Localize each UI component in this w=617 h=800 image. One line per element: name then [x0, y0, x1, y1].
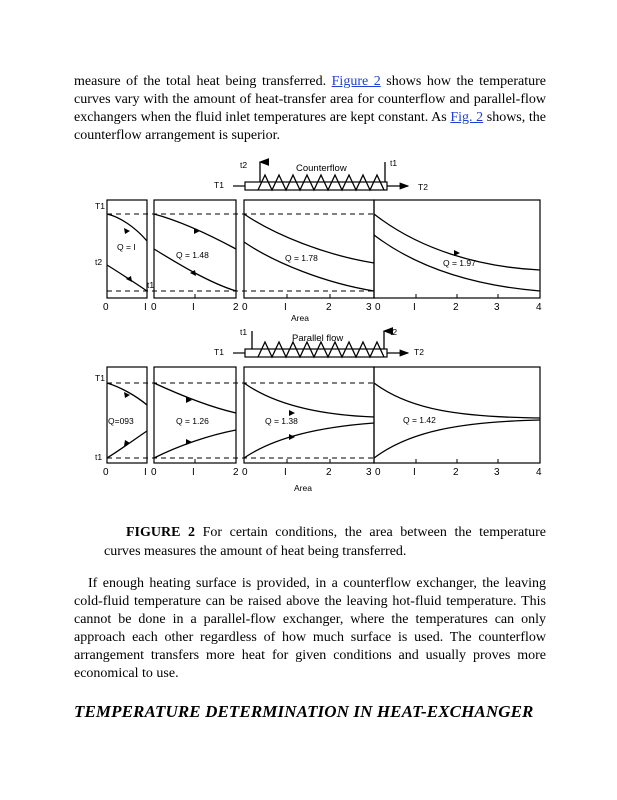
- counterflow-left-T1: T1: [95, 201, 105, 211]
- top-tick-11: 2: [453, 302, 459, 313]
- top-tick-5: 0: [242, 302, 248, 313]
- parallel-flow-chart: [95, 367, 542, 493]
- bottom-tick-11: 2: [453, 467, 459, 478]
- top-tick-1: I: [144, 302, 147, 313]
- fig-2-link[interactable]: Fig. 2: [450, 110, 484, 125]
- parallel-q4: Q = 1.42: [403, 415, 436, 425]
- counterflow-inner-t1: t1: [147, 280, 155, 290]
- bottom-axis-label: Area: [294, 483, 312, 493]
- figure-caption: [104, 523, 546, 561]
- bottom-tick-4: 2: [233, 467, 239, 478]
- top-tick-6: I: [284, 302, 287, 313]
- bottom-tick-3: I: [192, 467, 195, 478]
- counterflow-q3: Q = 1.78: [285, 253, 318, 263]
- top-tick-8: 3: [366, 302, 372, 313]
- bottom-tick-9: 0: [375, 467, 381, 478]
- top-axis-label: Area: [291, 313, 309, 323]
- bottom-tick-2: 0: [151, 467, 157, 478]
- top-tick-13: 4: [536, 302, 542, 313]
- counterflow-chart: [95, 200, 542, 323]
- caption-text: For certain conditions, the area between the temperature curves measures the amount of heat being transferred.: [104, 525, 546, 559]
- intro-text-c: shows, the counterflow arrangement is superior.: [74, 110, 546, 143]
- counterflow-exchanger-diagram: [214, 158, 428, 192]
- counterflow-title: Counterflow: [296, 163, 347, 174]
- caption-label: FIGURE 2: [126, 525, 196, 540]
- top-tick-9: 0: [375, 302, 381, 313]
- top-tick-4: 2: [233, 302, 239, 313]
- figure-2-link[interactable]: Figure 2: [331, 74, 381, 89]
- top-tick-2: 0: [151, 302, 157, 313]
- heat-exchanger-figure: [90, 155, 560, 500]
- bottom-tick-6: I: [284, 467, 287, 478]
- parallel-q3: Q = 1.38: [265, 416, 298, 426]
- counterflow-q2: Q = 1.48: [176, 250, 209, 260]
- parallel-flow-exchanger-diagram: [214, 327, 424, 357]
- intro-paragraph: [74, 73, 546, 145]
- bottom-tick-13: 4: [536, 467, 542, 478]
- counterflow-q1: Q = I: [117, 242, 136, 252]
- top-tick-3: I: [192, 302, 195, 313]
- top-tick-0: 0: [103, 302, 109, 313]
- body-paragraph: If enough heating surface is provided, in a counterflow exchanger, the leaving cold-fluid temperature can be raised above the leaving hot-fluid temperature. This cannot be done in a parallel-flow exchanger, where the temperatures can only approach each other regardless of how much surface is used. The counterflow arrangement transfers more heat for given conditions and usually proves more economical to use.: [74, 576, 546, 681]
- bottom-tick-5: 0: [242, 467, 248, 478]
- parallel-q2: Q = 1.26: [176, 416, 209, 426]
- counterflow-t1-label: t1: [390, 158, 398, 168]
- counterflow-left-t2: t2: [95, 257, 103, 267]
- parallel-left-t1: t1: [95, 452, 103, 462]
- parallel-t2-label: t2: [390, 327, 398, 337]
- counterflow-t2-label: t2: [240, 160, 248, 170]
- top-tick-7: 2: [326, 302, 332, 313]
- bottom-tick-7: 2: [326, 467, 332, 478]
- bottom-tick-10: I: [413, 467, 416, 478]
- intro-text-a: measure of the total heat being transferred.: [74, 74, 332, 89]
- parallel-t1-label: t1: [240, 327, 248, 337]
- parallel-q1: Q=093: [108, 416, 134, 426]
- top-tick-10: I: [413, 302, 416, 313]
- parallel-title: Parallel flow: [292, 333, 344, 344]
- bottom-tick-12: 3: [494, 467, 500, 478]
- bottom-tick-0: 0: [103, 467, 109, 478]
- counterflow-T1-label: T1: [214, 180, 224, 190]
- parallel-T1-label: T1: [214, 347, 224, 357]
- section-heading: TEMPERATURE DETERMINATION IN HEAT-EXCHANGER: [74, 702, 534, 721]
- top-tick-12: 3: [494, 302, 500, 313]
- intro-text-b: shows how the temperature curves vary with the amount of heat-transfer area for counterflow and parallel-flow exchangers when the fluid inlet temperatures are kept constant. As: [74, 74, 546, 125]
- counterflow-q4: Q = 1.97: [443, 258, 476, 268]
- bottom-tick-8: 3: [366, 467, 372, 478]
- counterflow-T2-label: T2: [418, 182, 428, 192]
- parallel-T2-label: T2: [414, 347, 424, 357]
- bottom-tick-1: I: [144, 467, 147, 478]
- parallel-left-T1: T1: [95, 373, 105, 383]
